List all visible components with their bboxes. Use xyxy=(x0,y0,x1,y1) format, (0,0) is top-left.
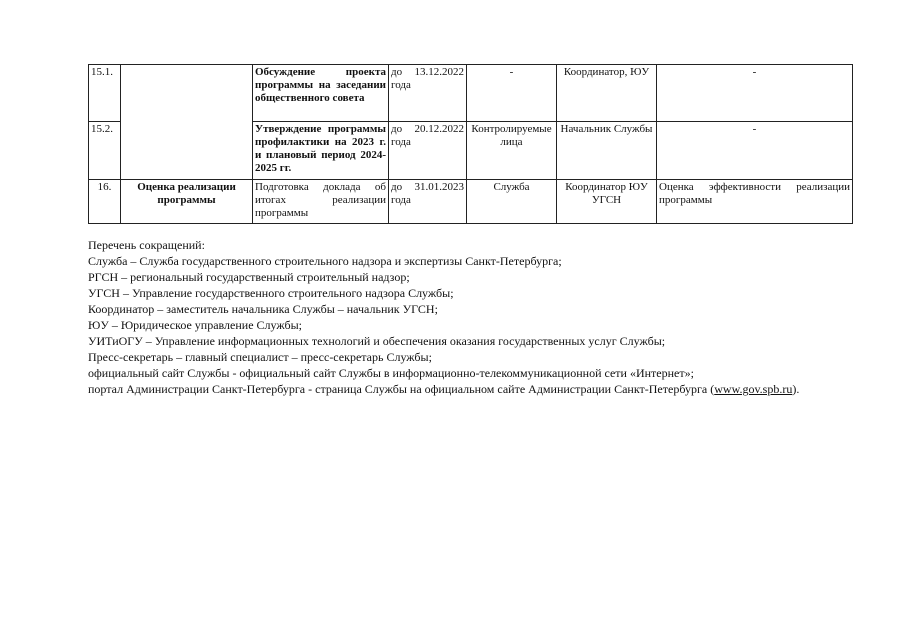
stage-cell: Оценка реализации программы xyxy=(121,180,253,224)
table-row xyxy=(89,180,853,224)
abbreviation-item: Координатор – заместитель начальника Службы – начальник УГСН; xyxy=(88,302,438,316)
portal-text: портал Администрации Санкт-Петербурга - страница Службы на официальном сайте Администрации Санкт-Петербурга ( xyxy=(88,382,715,396)
abbreviation-item: РГСН – региональный государственный строительный надзор; xyxy=(88,270,410,284)
responsible-cell: Координатор ЮУ УГСН xyxy=(557,180,657,224)
action-cell: Подготовка доклада об итогах реализации программы xyxy=(253,180,389,224)
abbreviations-list xyxy=(88,237,888,397)
abbreviation-item: официальный сайт Службы - официальный сайт Службы в информационно-телекоммуникационной сети «Интернет»; xyxy=(88,366,694,380)
responsible-cell: Начальник Службы xyxy=(557,122,657,180)
row-number: 15.1. xyxy=(89,65,121,122)
deadline-cell: до 31.01.2023 года xyxy=(389,180,467,224)
row-number: 16. xyxy=(89,180,121,224)
action-cell: Утверждение программы профилактики на 2023 г. и плановый период 2024-2025 гг. xyxy=(253,122,389,180)
abbreviation-item: Служба – Служба государственного строительного надзора и экспертизы Санкт-Петербурга; xyxy=(88,254,562,268)
abbreviation-item: УИТиОГУ – Управление информационных технологий и обеспечения оказания государственных услуг Службы; xyxy=(88,334,666,348)
result-cell: - xyxy=(657,122,853,180)
abbreviation-item: ЮУ – Юридическое управление Службы; xyxy=(88,318,303,332)
participants-cell: Служба xyxy=(467,180,557,224)
plan-table xyxy=(88,64,853,224)
deadline-cell: до 20.12.2022 года xyxy=(389,122,467,180)
stage-cell xyxy=(121,65,253,180)
abbreviations-heading: Перечень сокращений: xyxy=(88,238,205,252)
deadline-cell: до 13.12.2022 года xyxy=(389,65,467,122)
abbreviation-item: УГСН – Управление государственного строительного надзора Службы; xyxy=(88,286,454,300)
participants-cell: Контролируемые лица xyxy=(467,122,557,180)
row-number: 15.2. xyxy=(89,122,121,180)
table-row xyxy=(89,65,853,122)
result-cell: Оценка эффективности реализации программы xyxy=(657,180,853,224)
responsible-cell: Координатор, ЮУ xyxy=(557,65,657,122)
participants-cell: - xyxy=(467,65,557,122)
portal-suffix: ). xyxy=(792,382,800,396)
result-cell: - xyxy=(657,65,853,122)
abbreviation-item-portal xyxy=(88,381,888,397)
abbreviation-item: Пресс-секретарь – главный специалист – пресс-секретарь Службы; xyxy=(88,350,432,364)
action-cell: Обсуждение проекта программы на заседании общественного совета xyxy=(253,65,389,122)
portal-link[interactable]: www.gov.spb.ru xyxy=(714,382,793,396)
